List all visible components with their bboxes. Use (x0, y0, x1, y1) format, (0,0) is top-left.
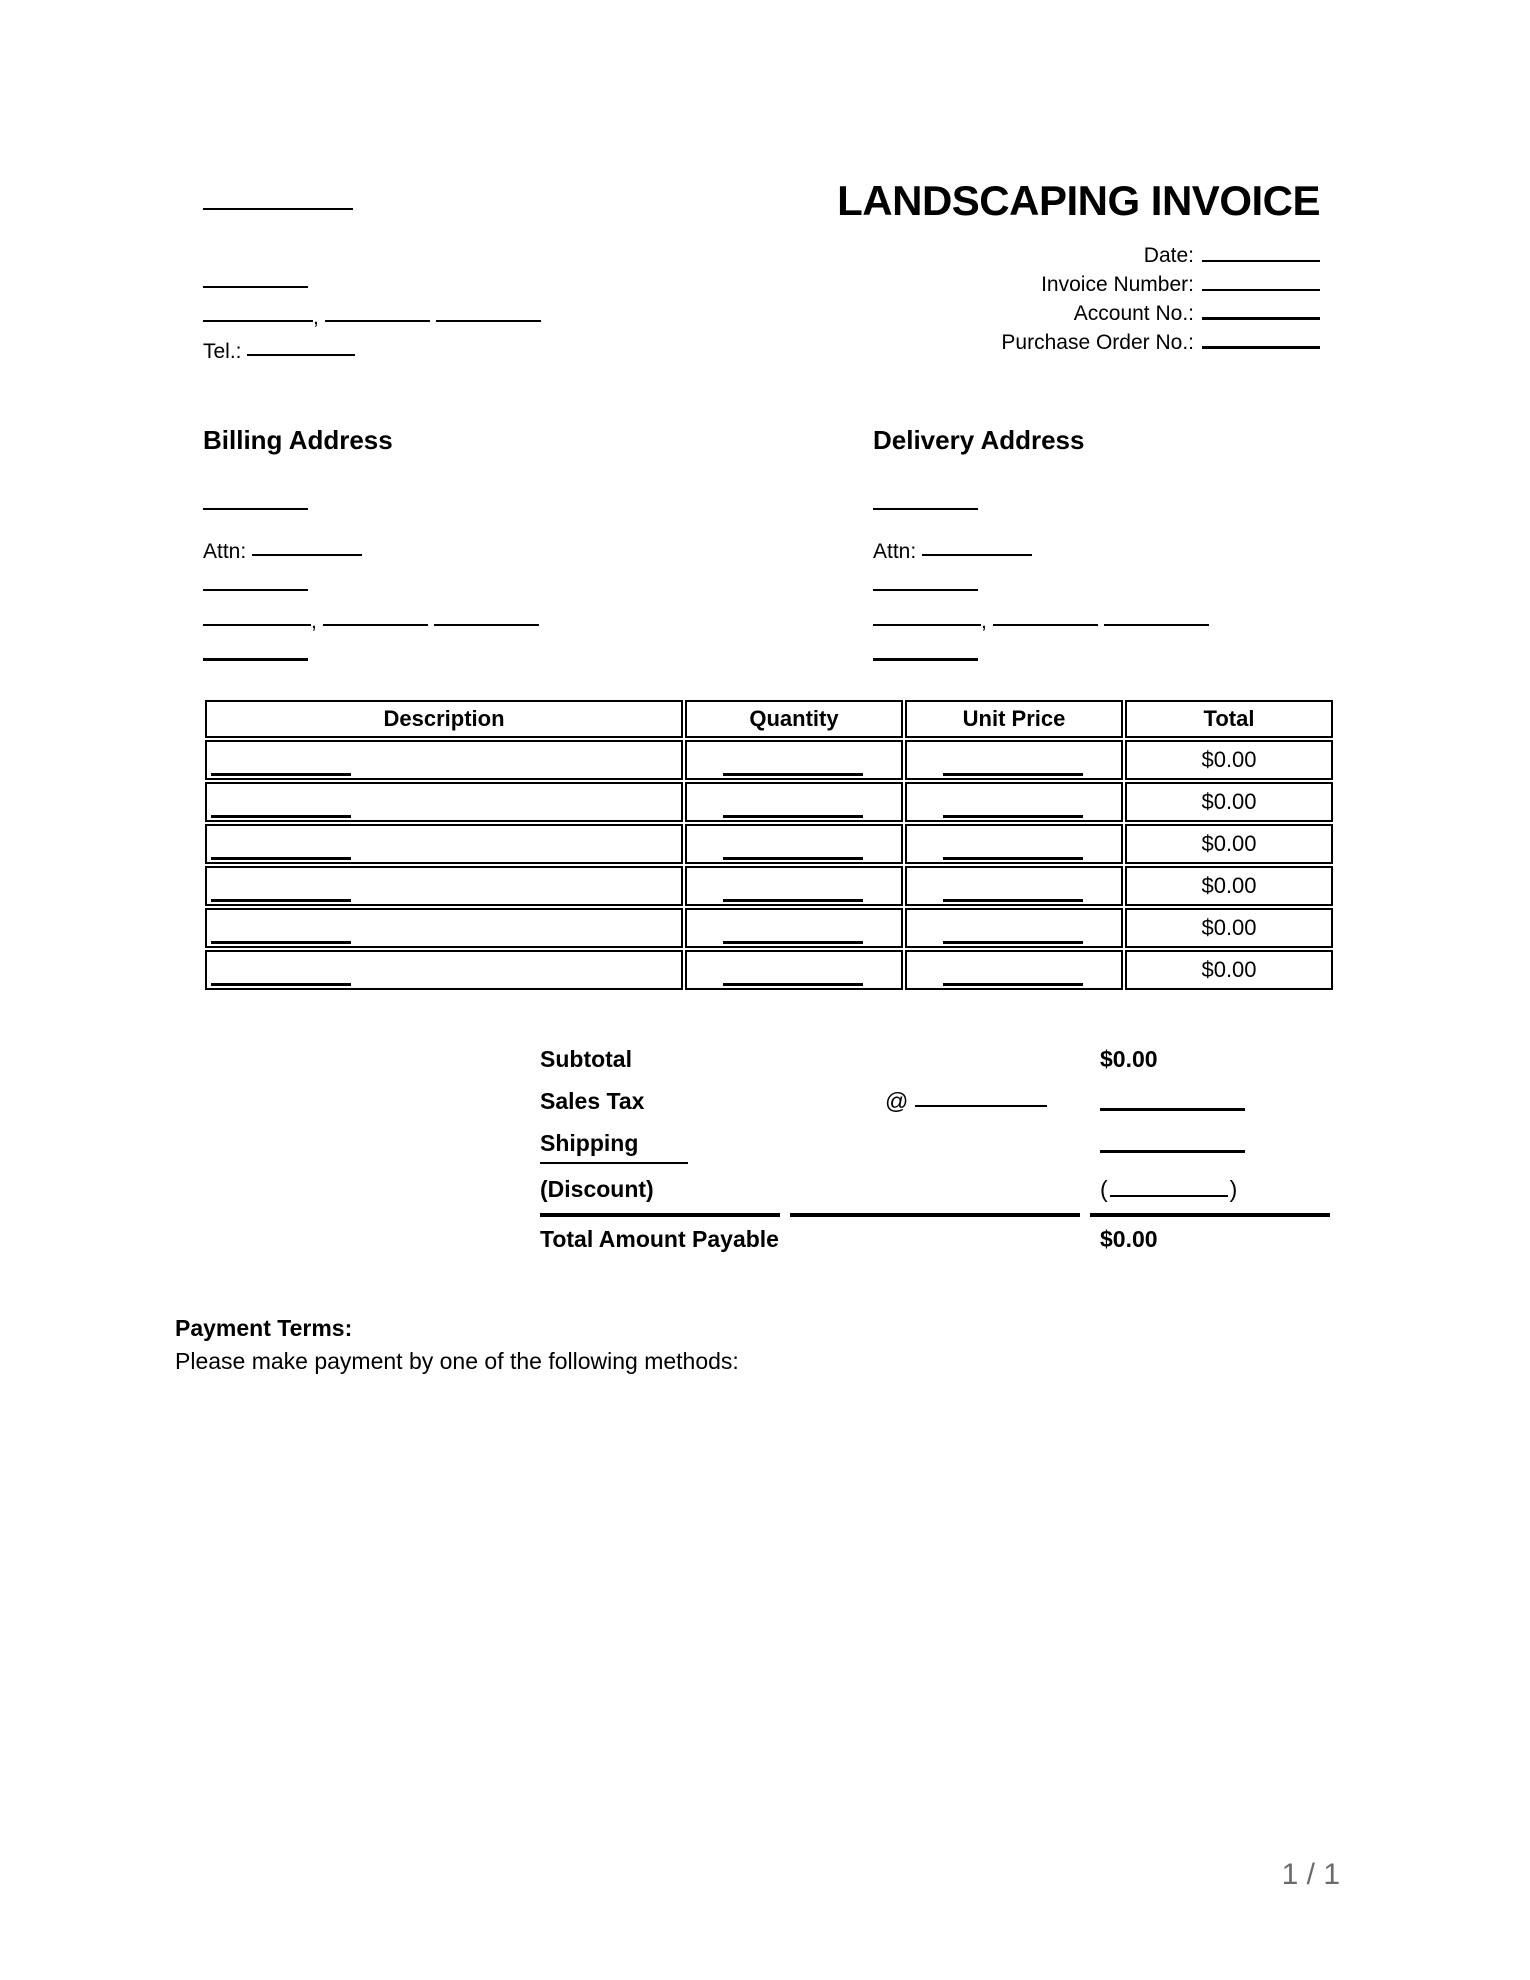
sender-state-blank[interactable] (325, 320, 430, 322)
cell-total (1125, 908, 1333, 948)
meta-row-invoice-number (700, 274, 1320, 303)
sender-city-row (203, 307, 673, 341)
totals-row-subtotal (540, 1040, 1240, 1082)
unit-price-blank[interactable] (943, 773, 1083, 776)
line-items-table (203, 698, 1335, 992)
cell-unit-price[interactable] (905, 824, 1123, 864)
meta-row-purchase-order-no (700, 332, 1320, 361)
page-title: LANDSCAPING INVOICE (837, 177, 1320, 224)
totals-separator-mid (790, 1213, 1080, 1217)
description-blank[interactable] (211, 857, 351, 860)
totals-row-shipping (540, 1124, 1240, 1166)
column-header-description: Description (205, 700, 683, 738)
payment-terms-heading: Payment Terms: (175, 1315, 353, 1341)
subtotal-value: $0.00 (1100, 1046, 1158, 1072)
cell-description[interactable] (205, 824, 683, 864)
cell-quantity[interactable] (685, 824, 903, 864)
shipping-amount-blank[interactable] (1100, 1150, 1245, 1153)
totals-row-discount (540, 1166, 1240, 1212)
cell-quantity[interactable] (685, 866, 903, 906)
meta-row-account-no (700, 303, 1320, 332)
row-total-value: $0.00 (1201, 789, 1257, 814)
row-total-value: $0.00 (1201, 831, 1257, 856)
total-amount-payable-label: Total Amount Payable (540, 1226, 779, 1252)
cell-unit-price[interactable] (905, 908, 1123, 948)
discount-open-paren: ( (1100, 1176, 1108, 1202)
unit-price-blank[interactable] (943, 899, 1083, 902)
delivery-country-row (873, 646, 1343, 681)
billing-comma: , (311, 610, 317, 633)
cell-total (1125, 740, 1333, 780)
delivery-country-blank[interactable] (873, 658, 978, 661)
delivery-attn-blank[interactable] (922, 554, 1032, 556)
totals-row-sales-tax (540, 1082, 1240, 1124)
discount-label-blank[interactable] (540, 1162, 688, 1164)
quantity-blank[interactable] (723, 857, 863, 860)
cell-quantity[interactable] (685, 908, 903, 948)
cell-total (1125, 950, 1333, 990)
billing-country-blank[interactable] (203, 658, 308, 661)
delivery-attn-row (873, 541, 1343, 576)
sender-zip-blank[interactable] (436, 320, 541, 322)
billing-state-blank[interactable] (323, 624, 428, 626)
table-row (205, 782, 1333, 822)
cell-total (1125, 782, 1333, 822)
sender-city-blank[interactable] (203, 320, 313, 322)
table-row (205, 824, 1333, 864)
quantity-blank[interactable] (723, 773, 863, 776)
cell-unit-price[interactable] (905, 782, 1123, 822)
delivery-street-row (873, 576, 1343, 611)
date-label: Date: (1143, 244, 1194, 267)
discount-amount-group (1100, 1176, 1237, 1203)
sender-tel-blank[interactable] (247, 354, 355, 356)
cell-quantity[interactable] (685, 740, 903, 780)
sales-tax-rate-group (885, 1088, 1047, 1115)
row-total-value: $0.00 (1201, 747, 1257, 772)
cell-quantity[interactable] (685, 950, 903, 990)
cell-description[interactable] (205, 908, 683, 948)
column-header-unit-price: Unit Price (905, 700, 1123, 738)
cell-description[interactable] (205, 740, 683, 780)
billing-street-blank[interactable] (203, 589, 308, 591)
cell-total (1125, 824, 1333, 864)
column-header-total: Total (1125, 700, 1333, 738)
delivery-city-blank[interactable] (873, 624, 981, 626)
unit-price-blank[interactable] (943, 983, 1083, 986)
discount-amount-blank[interactable] (1110, 1195, 1228, 1197)
date-input-blank[interactable] (1202, 260, 1320, 262)
discount-label: (Discount) (540, 1176, 654, 1202)
unit-price-blank[interactable] (943, 857, 1083, 860)
invoice-number-input-blank[interactable] (1202, 289, 1320, 291)
tel-label: Tel.: (203, 340, 242, 363)
delivery-attn-label: Attn: (873, 540, 917, 563)
sender-spacer-row (203, 229, 673, 273)
totals-row-total-amount-payable (540, 1212, 1240, 1262)
sales-tax-amount-blank[interactable] (1100, 1108, 1245, 1111)
totals-summary (540, 1040, 1240, 1262)
page-number: 1 / 1 (1281, 1858, 1340, 1891)
cell-unit-price[interactable] (905, 866, 1123, 906)
column-header-quantity: Quantity (685, 700, 903, 738)
delivery-company-blank[interactable] (873, 508, 978, 510)
billing-zip-blank[interactable] (434, 624, 539, 626)
total-amount-payable-value: $0.00 (1100, 1226, 1158, 1252)
billing-attn-blank[interactable] (252, 554, 362, 556)
delivery-address-block (873, 495, 1343, 681)
cell-unit-price[interactable] (905, 950, 1123, 990)
table-row (205, 908, 1333, 948)
row-total-value: $0.00 (1201, 957, 1257, 982)
quantity-blank[interactable] (723, 899, 863, 902)
shipping-label: Shipping (540, 1130, 639, 1156)
table-header-row (205, 700, 1333, 738)
row-total-value: $0.00 (1201, 915, 1257, 940)
delivery-zip-blank[interactable] (1104, 624, 1209, 626)
description-blank[interactable] (211, 941, 351, 944)
totals-separator-left (540, 1213, 780, 1217)
sender-name-row (203, 195, 673, 229)
billing-company-blank[interactable] (203, 508, 308, 510)
cell-quantity[interactable] (685, 782, 903, 822)
description-blank[interactable] (211, 773, 351, 776)
billing-address-heading: Billing Address (203, 425, 393, 455)
sender-street-row (203, 273, 673, 307)
cell-unit-price[interactable] (905, 740, 1123, 780)
sender-street-blank[interactable] (203, 286, 308, 288)
sender-comma: , (313, 306, 319, 329)
billing-city-blank[interactable] (203, 624, 311, 626)
purchase-order-no-label: Purchase Order No.: (1001, 331, 1194, 354)
unit-price-blank[interactable] (943, 941, 1083, 944)
sender-block (203, 195, 673, 371)
purchase-order-no-input-blank[interactable] (1202, 346, 1320, 349)
at-symbol: @ (885, 1088, 909, 1114)
delivery-comma: , (981, 610, 987, 633)
subtotal-label: Subtotal (540, 1046, 632, 1072)
sender-name-blank[interactable] (203, 208, 353, 210)
table-row (205, 950, 1333, 990)
totals-separator-right (1090, 1213, 1330, 1217)
cell-description[interactable] (205, 950, 683, 990)
billing-attn-row (203, 541, 673, 576)
sender-tel-row (203, 341, 673, 371)
billing-country-row (203, 646, 673, 681)
billing-company-row (203, 495, 673, 541)
description-blank[interactable] (211, 815, 351, 818)
unit-price-blank[interactable] (943, 815, 1083, 818)
delivery-address-heading: Delivery Address (873, 425, 1085, 455)
billing-citystate-row (203, 611, 673, 646)
billing-attn-label: Attn: (203, 540, 247, 563)
quantity-blank[interactable] (723, 983, 863, 986)
invoice-meta-fields (700, 245, 1320, 361)
account-no-label: Account No.: (1073, 302, 1194, 325)
delivery-street-blank[interactable] (873, 589, 978, 591)
sales-tax-label: Sales Tax (540, 1088, 645, 1114)
quantity-blank[interactable] (723, 941, 863, 944)
meta-row-date (700, 245, 1320, 274)
payment-instruction: Please make payment by one of the following methods: (175, 1348, 739, 1374)
table-row (205, 740, 1333, 780)
description-blank[interactable] (211, 983, 351, 986)
description-blank[interactable] (211, 899, 351, 902)
cell-description[interactable] (205, 866, 683, 906)
discount-close-paren: ) (1229, 1176, 1238, 1202)
sales-tax-rate-blank[interactable] (915, 1105, 1047, 1107)
quantity-blank[interactable] (723, 815, 863, 818)
cell-total (1125, 866, 1333, 906)
billing-address-block (203, 495, 673, 681)
cell-description[interactable] (205, 782, 683, 822)
delivery-company-row (873, 495, 1343, 541)
delivery-state-blank[interactable] (993, 624, 1098, 626)
account-no-input-blank[interactable] (1202, 317, 1320, 320)
table-row (205, 866, 1333, 906)
invoice-number-label: Invoice Number: (1041, 273, 1194, 296)
billing-street-row (203, 576, 673, 611)
delivery-citystate-row (873, 611, 1343, 646)
row-total-value: $0.00 (1201, 873, 1257, 898)
